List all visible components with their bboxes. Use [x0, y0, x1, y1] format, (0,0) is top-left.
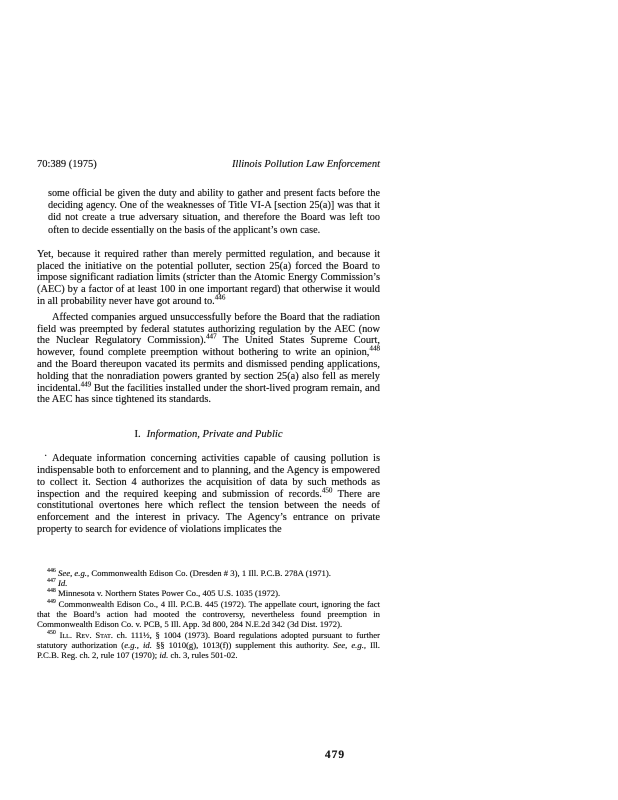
paragraph-regulation: Yet, because it required rather than merely permitted regulation, and because it placed the initiative on the potential polluter, section 25(a) forced the Board to impose significant radiation limits (stricter than the Atomic Energy Commission’s (AEC) by a factor of at least 100 in one important regard) that otherwise it would in all probability never have got around to.$^{446}$	[37, 248, 380, 307]
paragraph-information: Adequate information concerning activities capable of causing pollution is indispensable both to enforcement and to planning, and the Agency is empowered to collect it. Section 4 authorizes the acquisition of data by such methods as inspection and the required keeping and submission of records.$^{450}$ There are constitutional overtones here which reflect the tension between the needs of enforcement and the interest in privacy. The Agency’s entrance on private property to search for evidence of violations implicates the	[37, 453, 380, 535]
section-heading	[37, 428, 380, 441]
footnote-446: $^{446}$ See, e.g., Commonwealth Edison Co. (Dresden # 3), 1 Ill. P.C.B. 278A (1971).	[47, 567, 331, 578]
footnote-448: $^{448}$ Minnesota v. Northern States Power Co., 405 U.S. 1035 (1972).	[47, 588, 281, 599]
block-quote: some official be given the duty and ability to gather and present facts before the deciding agency. One of the weaknesses of Title VI-A [section 25(a)] was that it did not create a true adversary situation, and therefore the Board was left too often to decide essentially on the basis of the applicant’s own case.	[48, 188, 380, 236]
running-header	[37, 158, 380, 171]
paragraph-preemption: Affected companies argued unsuccessfully before the Board that the radiation field was preempted by federal statutes authorizing regulation by the AEC (now the Nuclear Regulatory Commission).$^{447}$ The United States Supreme Court, however, found complete preemption without bothering to write an opinion,$^{448}$ and the Board thereupon vacated its permits and dismissed pending applications, holding that the nonradiation powers granted by section 25(a) also fell as merely incidental.$^{449}$ But the facilities installed under the short-lived program remain, and the AEC has since tightened its standards.	[37, 311, 380, 406]
section-numeral: I.	[134, 429, 141, 441]
page-number: 479	[324, 749, 346, 761]
text-column	[37, 158, 380, 660]
footnote-447: $^{447}$ Id.	[47, 578, 68, 589]
section-title: Information, Private and Public	[146, 429, 283, 441]
volume-citation: 70:389 (1975)	[37, 159, 97, 170]
footnotes-block	[37, 568, 380, 661]
footnote-449: $^{449}$ Commonwealth Edison Co., 4 Ill. P.C.B. 445 (1972). The appellate court, ignoring the fact that the Board’s action had mooted the controversy, nevertheless found preemption in Commonwealth Edison Co. v. PCB, 5 Ill. App. 3d 800, 284 N.E.2d 342 (3d Dist. 1972).	[37, 598, 380, 630]
footnote-450: $^{450}$ Ill. Rev. Stat. ch. 111½, § 1004 (1973). Board regulations adopted pursuant to further statutory authorization (e.g., id. §§ 1010(g), 1013(f)) supplement this authority. See, e.g., Ill. P.C.B. Reg. ch. 2, rule 107 (1970); id. ch. 3, rules 501-02.	[37, 629, 380, 661]
scan-speck: ·	[44, 451, 48, 462]
running-title: Illinois Pollution Law Enforcement	[231, 159, 380, 170]
